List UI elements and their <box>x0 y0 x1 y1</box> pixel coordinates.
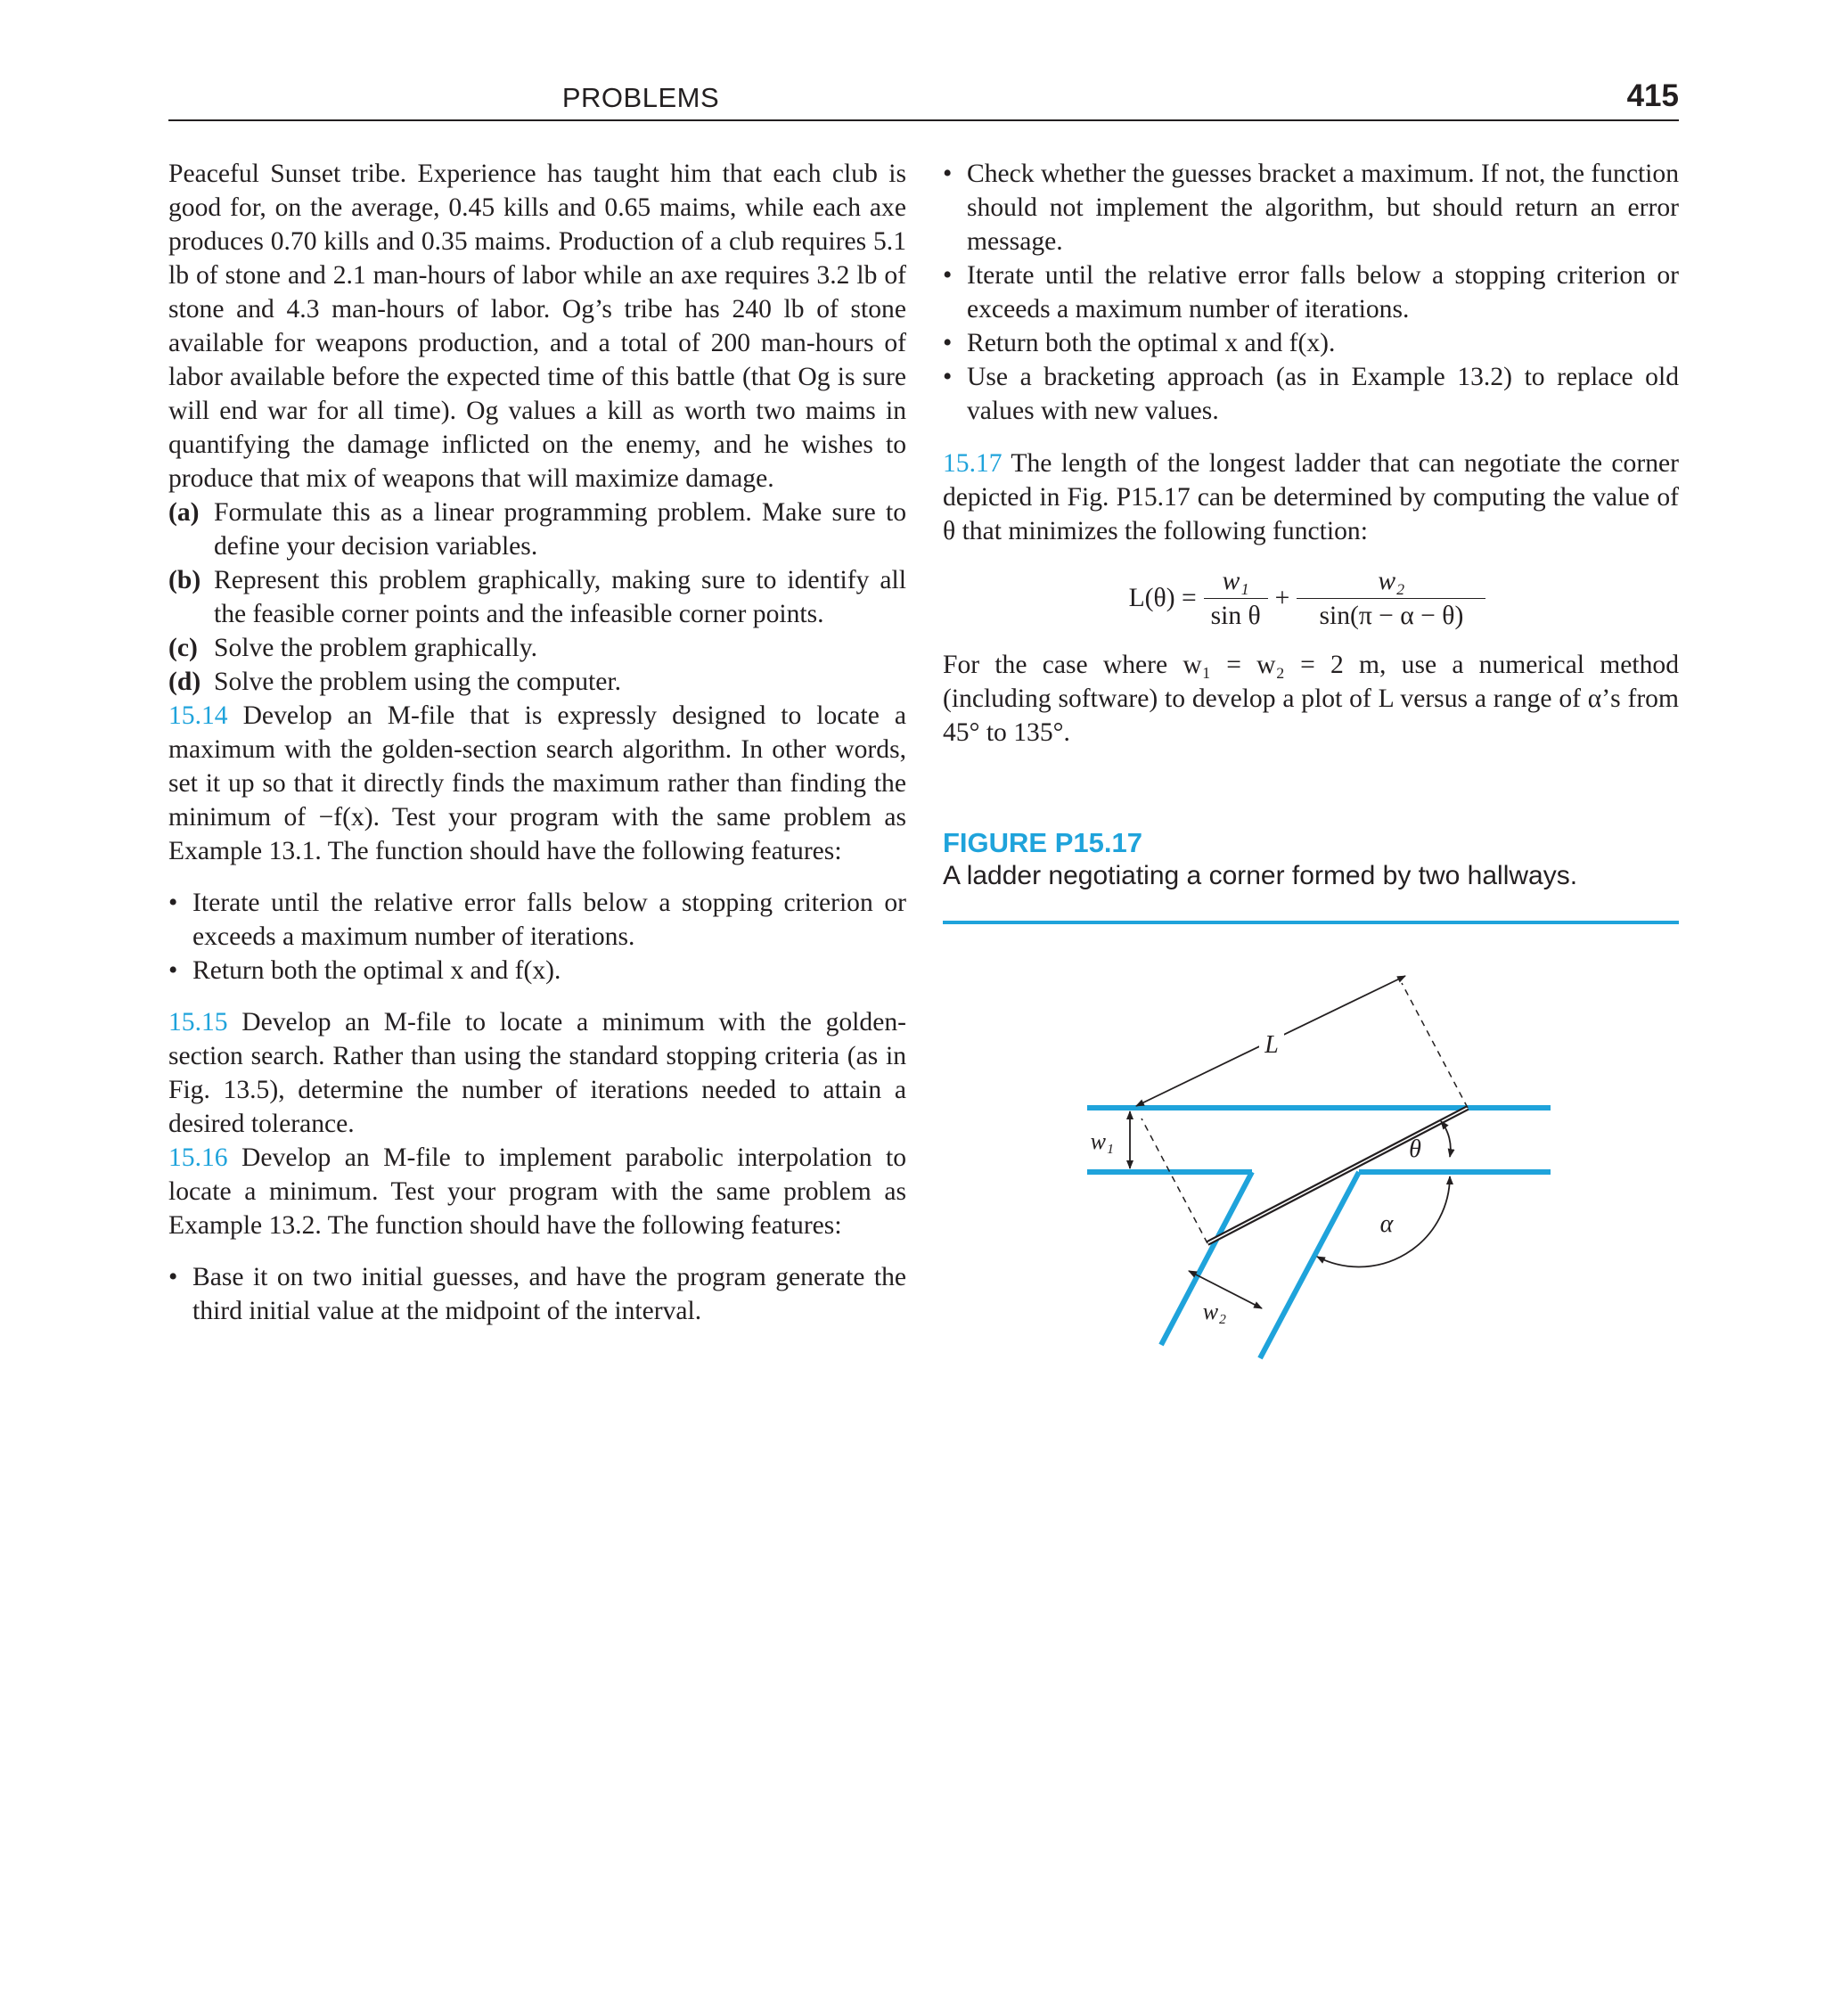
label-w1: w₁ <box>1090 1128 1114 1154</box>
problem-number: 15.15 <box>168 1008 228 1037</box>
figure-caption: A ladder negotiating a corner formed by two hallways. <box>943 861 1578 890</box>
problem-number: 15.17 <box>943 449 1003 478</box>
bullet-item: • Base it on two initial guesses, and have the program generate the third initial value at the midpoint of the interval. <box>168 1260 906 1328</box>
bullet-text: Iterate until the relative error falls below a stopping criterion or exceeds a maximum number of iterations. <box>192 889 906 951</box>
item-text: Solve the problem using the computer. <box>214 668 621 696</box>
figure-title: FIGURE P15.17 <box>943 827 1142 858</box>
bullet-text: Use a bracketing approach (as in Example 13.2) to replace old values with new values. <box>967 363 1679 425</box>
paragraph: For the case where w₁ = w₂ = 2 m, use a numerical method (including software) to develop a plot of L versus a range of α’s from 45° to 135°. <box>943 651 1679 747</box>
item-text: Formulate this as a linear programming problem. Make sure to define your decision variables. <box>214 498 906 561</box>
problem-text: Develop an M-file to implement parabolic interpolation to locate a minimum. Test your program with the same problem as Example 13.2. The function should have the following features: <box>168 1143 906 1240</box>
problem-number: 15.16 <box>168 1143 228 1172</box>
bullet-item: • Use a bracketing approach (as in Example 13.2) to replace old values with new values. <box>943 360 1679 428</box>
fraction <box>1297 566 1485 631</box>
label-alpha: α <box>1379 1210 1394 1238</box>
list-item <box>168 496 906 563</box>
running-title: PROBLEMS <box>561 82 720 113</box>
item-text: Represent this problem graphically, making sure to identify all the feasible corner points and the infeasible corner points. <box>214 566 906 628</box>
fraction <box>1204 566 1268 631</box>
denominator: sin(π − α − θ) <box>1319 601 1464 630</box>
item-label: (c) <box>168 634 198 662</box>
bullet-item: • Return both the optimal x and f(x). <box>943 326 1679 360</box>
denominator: sin θ <box>1210 601 1261 630</box>
page-number: 415 <box>1626 78 1679 113</box>
dashed-line <box>1402 983 1468 1108</box>
problem-text: Develop an M-file to locate a minimum with the golden-section search. Rather than using the standard stopping criteria (as in Fig. 13.5), determine the number of iterations needed to attain a desired tolerance. <box>168 1008 906 1138</box>
dashed-line <box>1142 1119 1207 1243</box>
bullet-text: Base it on two initial guesses, and have the program generate the third initial value at the midpoint of the interval. <box>192 1263 906 1325</box>
numerator: w₁ <box>1204 566 1268 599</box>
item-label: (b) <box>168 566 201 594</box>
page-header <box>168 78 1679 121</box>
bullet-text: Iterate until the relative error falls below a stopping criterion or exceeds a maximum number of iterations. <box>967 261 1679 324</box>
problem-15-14 <box>168 699 906 868</box>
list-item <box>168 665 906 699</box>
figure-rule <box>943 921 1679 924</box>
label-w2: w₂ <box>1202 1299 1227 1324</box>
bullet-item: • Iterate until the relative error falls below a stopping criterion or exceeds a maximum number of iterations. <box>168 886 906 954</box>
equation-lhs: L(θ) = <box>1128 584 1197 612</box>
left-column <box>168 157 906 1328</box>
theta-arc <box>1441 1121 1451 1157</box>
problem-15-17 <box>943 447 1679 548</box>
problem-number: 15.14 <box>168 701 228 730</box>
bullet-item: • Check whether the guesses bracket a maximum. If not, the function should not implement the algorithm, but should return an error message. <box>943 157 1679 258</box>
list-item <box>168 631 906 665</box>
item-label: (a) <box>168 498 200 527</box>
bullet-item: • Iterate until the relative error falls below a stopping criterion or exceeds a maximum number of iterations. <box>943 258 1679 326</box>
ladder-diagram <box>1069 945 1568 1373</box>
bullet-text: Return both the optimal x and f(x). <box>192 956 561 985</box>
bullet-text: Check whether the guesses bracket a maximum. If not, the function should not implement the algorithm, but should return an error message. <box>967 160 1679 256</box>
label-theta: θ <box>1409 1135 1421 1163</box>
numerator: w₂ <box>1297 566 1485 599</box>
ladder-figure <box>1069 945 1568 1377</box>
plus-sign: + <box>1274 584 1290 612</box>
problem-15-16 <box>168 1141 906 1242</box>
list-item <box>168 563 906 631</box>
equation <box>943 548 1679 648</box>
right-column <box>943 157 1679 750</box>
bullet-text: Return both the optimal x and f(x). <box>967 329 1336 357</box>
problem-15-15 <box>168 1005 906 1141</box>
label-L: L <box>1264 1031 1279 1059</box>
problem-text: Develop an M-file that is expressly designed to locate a maximum with the golden-section search algorithm. In other words, set it up so that it directly finds the maximum rather than finding the minimum of −f(x). Test your program with the same problem as Example 13.1. The function should have the following features: <box>168 701 906 865</box>
item-label: (d) <box>168 668 201 696</box>
problem-text: The length of the longest ladder that can negotiate the corner depicted in Fig. P15.17 can be determined by computing the value of θ that minimizes the following function: <box>943 449 1679 545</box>
paragraph: Peaceful Sunset tribe. Experience has taught him that each club is good for, on the average, 0.45 kills and 0.65 maims, while each axe produces 0.70 kills and 0.35 maims. Production of a club requires 5.1 lb of stone and 2.1 man-hours of labor while an axe requires 3.2 lb of stone and 4.3 man-hours of labor. Og’s tribe has 240 lb of stone available for weapons production, and a total of 200 man-hours of labor available before the expected time of this battle (that Og is sure will end war for all time). Og values a kill as worth two maims in quantifying the damage inflicted on the enemy, and he wishes to produce that mix of weapons that will maximize damage. <box>168 160 906 493</box>
bullet-item: • Return both the optimal x and f(x). <box>168 954 906 988</box>
item-text: Solve the problem graphically. <box>214 634 537 662</box>
